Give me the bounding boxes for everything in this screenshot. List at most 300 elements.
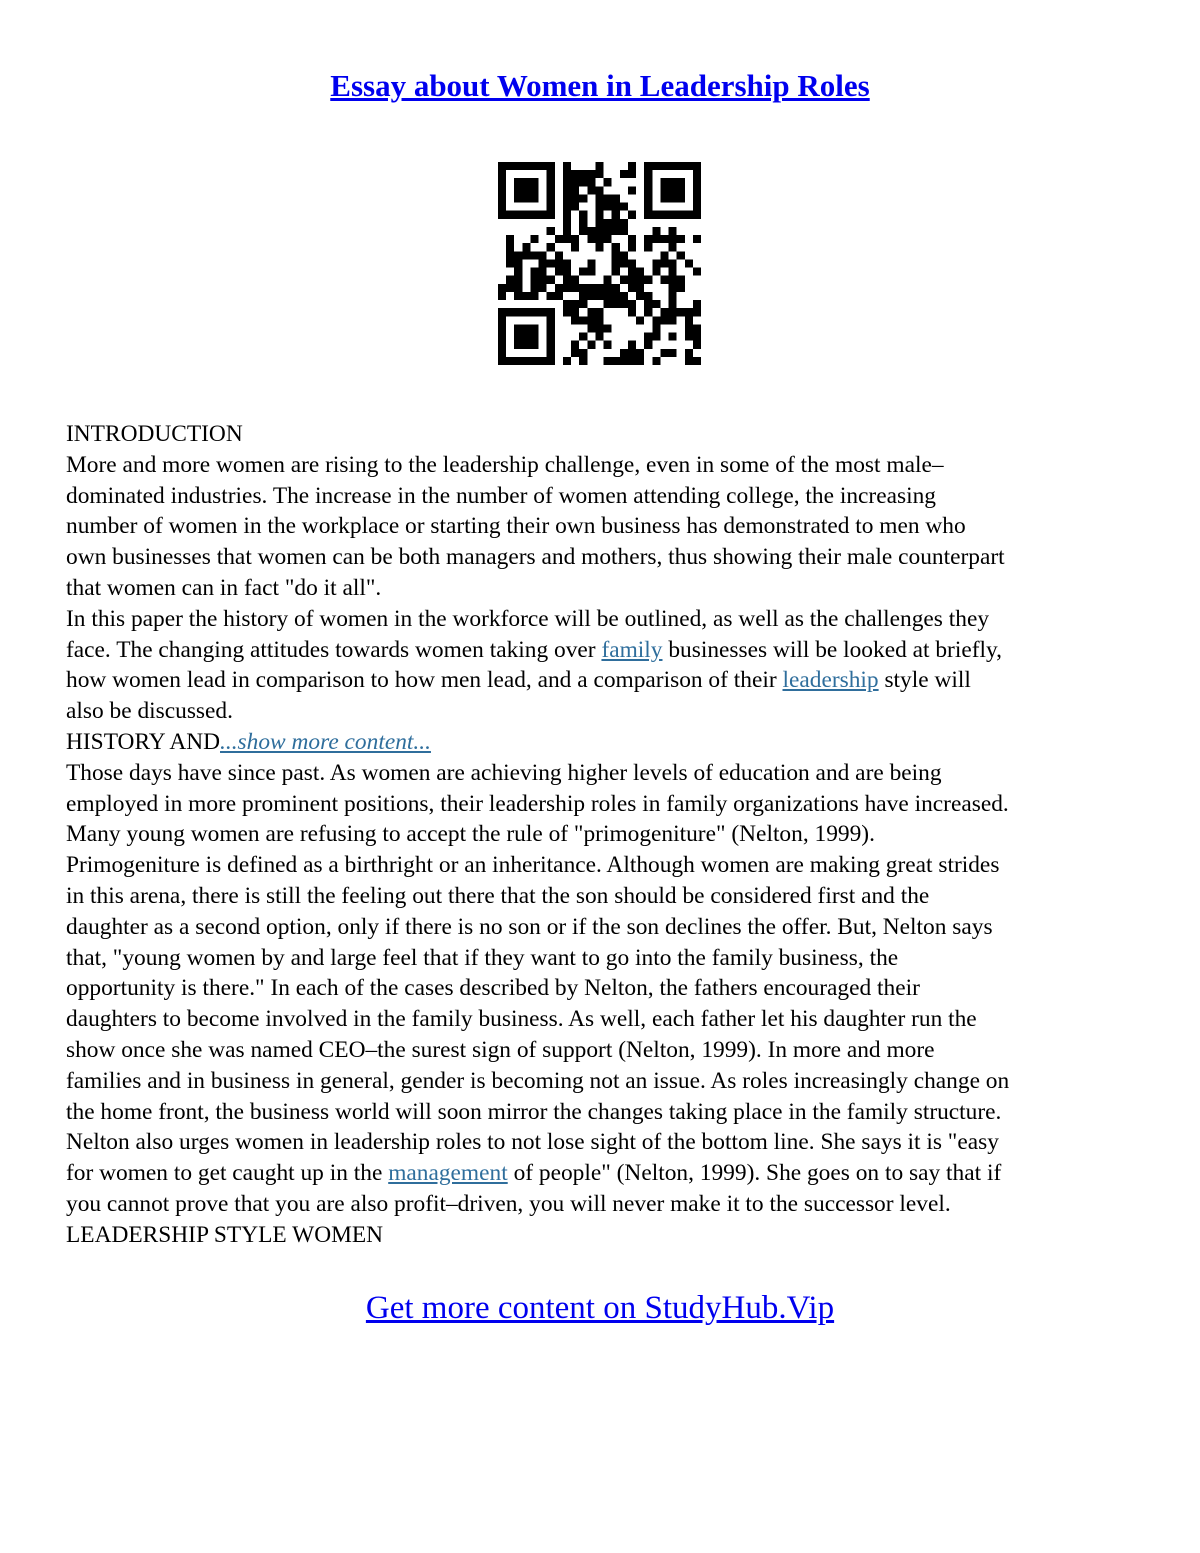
paragraph-line: in this arena, there is still the feeling out there that the son should be considered first and the (66, 882, 930, 909)
qr-module (498, 186, 506, 194)
qr-module (506, 251, 514, 259)
qr-module (506, 243, 514, 251)
qr-module (522, 211, 530, 219)
qr-module (547, 186, 555, 194)
qr-module (612, 259, 620, 267)
qr-module (595, 170, 603, 178)
qr-module (644, 341, 652, 349)
qr-module (620, 203, 628, 211)
qr-module (677, 186, 685, 194)
qr-module (514, 178, 522, 186)
paragraph-line: the home front, the business world will soon mirror the changes taking place in the family structure. (66, 1098, 1002, 1125)
qr-module (571, 308, 579, 316)
qr-module (579, 316, 587, 324)
qr-module (530, 276, 538, 284)
qr-module (612, 243, 620, 251)
qr-module (604, 203, 612, 211)
qr-module (612, 211, 620, 219)
qr-module (685, 324, 693, 332)
qr-module (595, 203, 603, 211)
qr-module (669, 284, 677, 292)
qr-module (612, 268, 620, 276)
qr-module (547, 316, 555, 324)
qr-module (506, 284, 514, 292)
qr-module (628, 162, 636, 170)
qr-module (693, 268, 701, 276)
qr-module (636, 284, 644, 292)
qr-module (522, 186, 530, 194)
paragraph-line: In this paper the history of women in the workforce will be outlined, as well as the challenges they (66, 605, 990, 632)
qr-module (530, 235, 538, 243)
qr-module (522, 243, 530, 251)
qr-module (506, 162, 514, 170)
qr-module (636, 349, 644, 357)
qr-module (579, 268, 587, 276)
qr-module (498, 324, 506, 332)
qr-module (652, 333, 660, 341)
qr-module (685, 162, 693, 170)
section-heading-leadership-style: LEADERSHIP STYLE WOMEN (66, 1221, 384, 1248)
qr-module (693, 186, 701, 194)
qr-module (498, 203, 506, 211)
qr-module (539, 162, 547, 170)
qr-module (530, 251, 538, 259)
qr-module (579, 219, 587, 227)
qr-module (693, 357, 701, 365)
qr-module (571, 243, 579, 251)
qr-module (685, 357, 693, 365)
qr-module (669, 276, 677, 284)
qr-module (563, 170, 571, 178)
qr-module (587, 235, 595, 243)
qr-module (652, 324, 660, 332)
qr-module (547, 194, 555, 202)
qr-module (579, 211, 587, 219)
qr-module (604, 292, 612, 300)
qr-module (547, 227, 555, 235)
qr-module (628, 186, 636, 194)
qr-module (506, 357, 514, 365)
qr-module (522, 162, 530, 170)
qr-module (595, 235, 603, 243)
qr-module (669, 162, 677, 170)
paragraph-line: More and more women are rising to the leadership challenge, even in some of the most male– (66, 451, 944, 478)
qr-module (652, 211, 660, 219)
qr-module (563, 259, 571, 267)
qr-module (685, 349, 693, 357)
management-link[interactable]: management (388, 1160, 508, 1187)
qr-module (595, 316, 603, 324)
qr-module (547, 341, 555, 349)
qr-module (604, 219, 612, 227)
qr-module (530, 341, 538, 349)
qr-module (579, 300, 587, 308)
qr-module (685, 308, 693, 316)
text-segment: for women to get caught up in the (66, 1160, 389, 1187)
qr-module (628, 357, 636, 365)
qr-module (571, 203, 579, 211)
qr-module (620, 276, 628, 284)
qr-module (587, 170, 595, 178)
title-link[interactable]: Essay about Women in Leadership Roles (330, 68, 870, 103)
qr-module (579, 349, 587, 357)
qr-module (571, 300, 579, 308)
qr-module (660, 308, 668, 316)
qr-module (587, 324, 595, 332)
qr-module (604, 341, 612, 349)
qr-module (595, 333, 603, 341)
text-segment: HISTORY AND (66, 728, 221, 755)
qr-module (571, 284, 579, 292)
qr-module (669, 292, 677, 300)
paragraph-line (66, 635, 1146, 666)
qr-module (693, 162, 701, 170)
qr-module (498, 162, 506, 170)
qr-module (612, 203, 620, 211)
qr-module (555, 259, 563, 267)
qr-module (522, 178, 530, 186)
studyhub-link[interactable]: Get more content on StudyHub.Vip (365, 1290, 835, 1326)
qr-module (644, 211, 652, 219)
qr-module (547, 324, 555, 332)
qr-module (579, 194, 587, 202)
qr-module (660, 162, 668, 170)
qr-module (677, 251, 685, 259)
qr-module (571, 186, 579, 194)
qr-module (563, 227, 571, 235)
qr-module (571, 316, 579, 324)
qr-module (587, 308, 595, 316)
paragraph-line: Nelton also urges women in leadership roles to not lose sight of the bottom line. She says it is "easy (66, 1129, 999, 1156)
qr-module (539, 251, 547, 259)
qr-module (498, 357, 506, 365)
qr-module (628, 235, 636, 243)
qr-module (595, 219, 603, 227)
qr-module (685, 333, 693, 341)
qr-module (677, 178, 685, 186)
qr-module (660, 235, 668, 243)
qr-module (587, 178, 595, 186)
qr-module (669, 243, 677, 251)
qr-module (636, 276, 644, 284)
qr-module (693, 194, 701, 202)
qr-module (628, 308, 636, 316)
qr-module (514, 186, 522, 194)
qr-module (571, 349, 579, 357)
qr-module (677, 276, 685, 284)
qr-module (498, 341, 506, 349)
qr-module (628, 341, 636, 349)
qr-module (498, 170, 506, 178)
qr-module (620, 300, 628, 308)
qr-module (595, 186, 603, 194)
qr-module (644, 300, 652, 308)
qr-module (677, 194, 685, 202)
qr-module (677, 308, 685, 316)
qr-module (555, 251, 563, 259)
qr-module (514, 268, 522, 276)
qr-module (669, 316, 677, 324)
qr-module (620, 357, 628, 365)
paragraph-line: daughter as a second option, only if there is no son or if the son declines the offer. But, Nelton says (66, 913, 993, 940)
text-segment: how women lead in comparison to how men lead, and a comparison of their (66, 667, 783, 694)
qr-module (530, 162, 538, 170)
qr-module (539, 259, 547, 267)
qr-module (644, 276, 652, 284)
qr-module (669, 186, 677, 194)
qr-module (555, 292, 563, 300)
qr-module (522, 292, 530, 300)
qr-module (612, 251, 620, 259)
qr-module (579, 170, 587, 178)
qr-module (579, 292, 587, 300)
qr-module (644, 194, 652, 202)
qr-module (571, 194, 579, 202)
qr-module (677, 162, 685, 170)
qr-module (636, 357, 644, 365)
qr-module (563, 186, 571, 194)
qr-module (669, 235, 677, 243)
qr-module (669, 178, 677, 186)
qr-module (636, 316, 644, 324)
qr-module (604, 194, 612, 202)
qr-module (579, 357, 587, 365)
qr-module (620, 251, 628, 259)
qr-module (652, 259, 660, 267)
qr-module (514, 333, 522, 341)
document-title (0, 66, 1200, 106)
qr-module (669, 308, 677, 316)
qr-module (498, 349, 506, 357)
paragraph-line: Many young women are refusing to accept the rule of "primogeniture" (Nelton, 1999). (66, 821, 875, 848)
paragraph-line: that women can in fact "do it all". (66, 574, 382, 601)
qr-module (514, 324, 522, 332)
qr-module (530, 357, 538, 365)
qr-module (563, 284, 571, 292)
qr-module (612, 227, 620, 235)
qr-module (693, 333, 701, 341)
paragraph-line: dominated industries. The increase in the number of women attending college, the increasing (66, 482, 936, 509)
qr-module (514, 251, 522, 259)
qr-module (693, 300, 701, 308)
qr-module (628, 284, 636, 292)
qr-module (652, 316, 660, 324)
paragraph-line: opportunity is there." In each of the cases described by Nelton, the fathers encouraged their (66, 975, 920, 1002)
qr-module (547, 203, 555, 211)
qr-module (604, 276, 612, 284)
qr-module (539, 284, 547, 292)
qr-module (644, 308, 652, 316)
qr-module (669, 268, 677, 276)
qr-module (652, 268, 660, 276)
paragraph-line: number of women in the workplace or starting their own business has demonstrated to men who (66, 513, 966, 540)
qr-module (669, 333, 677, 341)
qr-module (693, 178, 701, 186)
paragraph-line: own businesses that women can be both managers and mothers, thus showing their male counterpart (66, 544, 1005, 571)
qr-module (595, 227, 603, 235)
qr-module (555, 235, 563, 243)
qr-module (547, 308, 555, 316)
qr-module (604, 300, 612, 308)
qr-module (587, 284, 595, 292)
qr-module (693, 324, 701, 332)
qr-module (547, 349, 555, 357)
qr-module (636, 268, 644, 276)
qr-module (693, 235, 701, 243)
qr-module (628, 300, 636, 308)
qr-module (660, 194, 668, 202)
qr-module (563, 211, 571, 219)
paragraph-line: you cannot prove that you are also profit–driven, you will never make it to the successor level. (66, 1190, 951, 1217)
qr-module (620, 292, 628, 300)
qr-module (685, 316, 693, 324)
qr-module (547, 357, 555, 365)
qr-module (669, 259, 677, 267)
qr-module (514, 162, 522, 170)
qr-module (652, 300, 660, 308)
qr-module (530, 211, 538, 219)
qr-module (669, 349, 677, 357)
qr-module (563, 194, 571, 202)
qr-module (612, 300, 620, 308)
qr-module (644, 292, 652, 300)
qr-module (604, 235, 612, 243)
qr-module (587, 259, 595, 267)
qr-module (506, 235, 514, 243)
qr-module (644, 243, 652, 251)
paragraph-line: daughters to become involved in the family business. As well, each father let his daughter run the (66, 1006, 977, 1033)
text-segment: businesses will be looked at briefly, (662, 636, 1003, 663)
text-segment: face. The changing attitudes towards women taking over (66, 636, 602, 663)
qr-module (547, 333, 555, 341)
text-segment: of people" (Nelton, 1999). She goes on to say that if (507, 1160, 1002, 1187)
qr-module (595, 324, 603, 332)
qr-module (620, 227, 628, 235)
footer (0, 1287, 1200, 1329)
qr-module (612, 284, 620, 292)
qr-module (644, 203, 652, 211)
qr-code (498, 162, 701, 365)
qr-module (693, 341, 701, 349)
qr-module (571, 235, 579, 243)
qr-module (644, 186, 652, 194)
essay-body (66, 419, 1146, 1251)
leadership-link[interactable]: leadership (782, 667, 879, 694)
qr-module (620, 259, 628, 267)
qr-module (660, 211, 668, 219)
paragraph-line: Those days have since past. As women are achieving higher levels of education and are being (66, 759, 942, 786)
qr-module (563, 276, 571, 284)
qr-module (612, 219, 620, 227)
qr-module (660, 259, 668, 267)
qr-module (506, 259, 514, 267)
paragraph-line: also be discussed. (66, 698, 233, 725)
qr-module (669, 194, 677, 202)
qr-module (693, 308, 701, 316)
qr-module (579, 227, 587, 235)
paragraph-line: families and in business in general, gender is becoming not an issue. As roles increasingly change on (66, 1067, 1010, 1094)
qr-module (620, 349, 628, 357)
qr-module (579, 178, 587, 186)
qr-module (660, 186, 668, 194)
qr-module (530, 178, 538, 186)
qr-module (685, 259, 693, 267)
section-heading-introduction: INTRODUCTION (66, 421, 243, 447)
qr-module (628, 276, 636, 284)
qr-module (498, 178, 506, 186)
qr-module (587, 186, 595, 194)
paragraph-line: employed in more prominent positions, their leadership roles in family organizations have increased. (66, 790, 1009, 817)
qr-module (595, 292, 603, 300)
qr-module (547, 243, 555, 251)
qr-module (547, 170, 555, 178)
qr-module (612, 357, 620, 365)
qr-module (498, 194, 506, 202)
qr-module (522, 251, 530, 259)
qr-module (628, 349, 636, 357)
qr-module (652, 235, 660, 243)
text-segment: style will (878, 667, 971, 694)
qr-module (514, 284, 522, 292)
qr-module (547, 259, 555, 267)
qr-module (571, 178, 579, 186)
show-more-content-link[interactable]: ...show more content... (220, 728, 431, 755)
qr-module (669, 300, 677, 308)
qr-module (628, 170, 636, 178)
qr-module (514, 211, 522, 219)
qr-module (522, 308, 530, 316)
qr-module (498, 292, 506, 300)
qr-module (604, 284, 612, 292)
qr-module (506, 276, 514, 284)
qr-module (530, 308, 538, 316)
qr-module (514, 292, 522, 300)
paragraph-line: Primogeniture is defined as a birthright or an inheritance. Although women are making great strides (66, 852, 1000, 879)
qr-module (547, 292, 555, 300)
qr-module (669, 211, 677, 219)
qr-module (587, 316, 595, 324)
qr-module (612, 292, 620, 300)
qr-module (539, 308, 547, 316)
qr-module (660, 251, 668, 259)
qr-module (628, 259, 636, 267)
qr-module (644, 162, 652, 170)
qr-module (571, 276, 579, 284)
qr-module (563, 219, 571, 227)
qr-module (604, 324, 612, 332)
qr-module (530, 186, 538, 194)
qr-module (498, 211, 506, 219)
qr-module (563, 178, 571, 186)
qr-module (506, 308, 514, 316)
qr-module (604, 227, 612, 235)
qr-module (514, 259, 522, 267)
qr-module (595, 211, 603, 219)
qr-module (514, 308, 522, 316)
qr-module (660, 276, 668, 284)
family-link[interactable]: family (601, 636, 663, 663)
qr-module (563, 357, 571, 365)
qr-module (595, 284, 603, 292)
paragraph-line: show once she was named CEO–the surest sign of support (Nelton, 1999). In more and more (66, 1036, 935, 1063)
qr-module (636, 292, 644, 300)
qr-module (628, 211, 636, 219)
qr-module (660, 349, 668, 357)
qr-module (652, 227, 660, 235)
qr-module (547, 178, 555, 186)
qr-module (563, 268, 571, 276)
qr-module (595, 194, 603, 202)
